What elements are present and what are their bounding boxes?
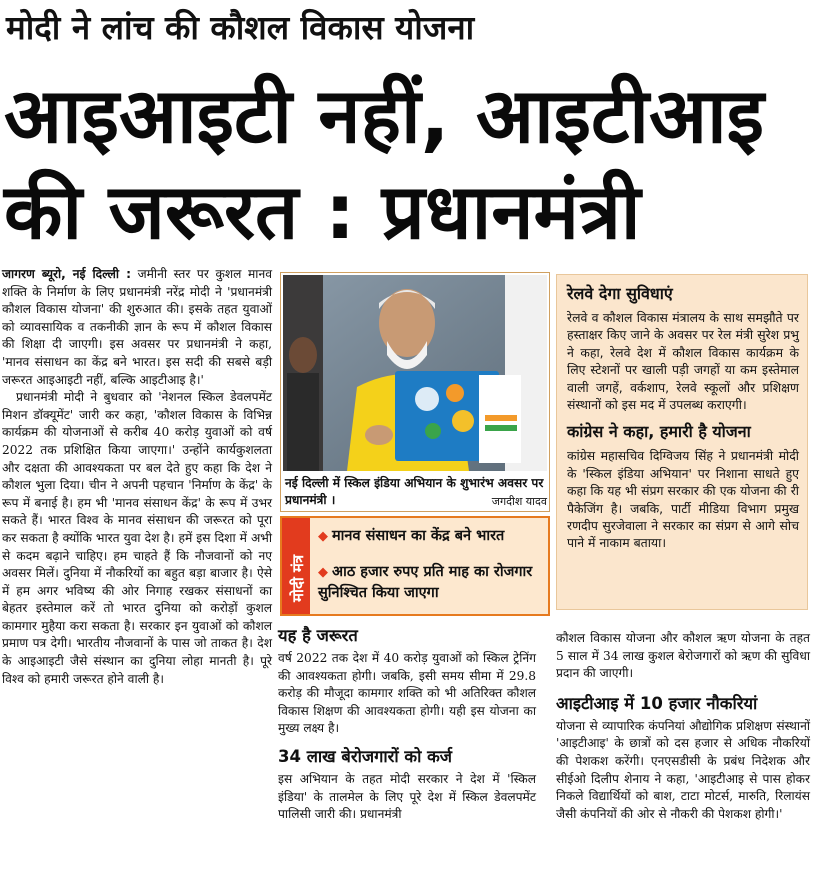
lead-text: जमीनी स्तर पर कुशल मानव शक्ति के निर्माण के लिए प्रधानमंत्री नरेंद्र मोदी ने 'प्रधानमंत्री कौशल विकास योजना' की शुरुआत की। इसके तहत युवाओं को व्यावसायिक व तकनीकी ज्ञान के रूप में कौशल विकास की शिक्षा दी जाएगी। इस अवसर पर प्रधानमंत्री ने कहा, 'मानव संसाधन का केंद्र बने भारत। इस सदी की सबसे बड़ी जरूरत आइआइटी नहीं, बल्कि आइटीआइ है।' [2, 267, 273, 387]
diamond-bullet-icon: ◆ [318, 529, 328, 544]
loan-heading: 34 लाख बेरोजगारों को कर्ज [278, 746, 453, 766]
loan-continued-paragraph: कौशल विकास योजना और कौशल ऋण योजना के तहत 5 साल में 34 लाख कुशल बेरोजगारों को ऋण की सुविधा प्रदान की जाएगी। [556, 631, 810, 681]
sidebar-box [556, 274, 808, 610]
mantra-item-text: मानव संसाधन का केंद्र बने भारत [332, 528, 505, 544]
loan-paragraph: इस अभियान के तहत मोदी सरकार ने देश में 'स्किल इंडिया' के तालमेल के लिए पूरे देश में स्किल डेवलपमेंट पालिसी जारी की। प्रधानमंत्री [278, 771, 536, 822]
need-paragraph: वर्ष 2022 तक देश में 40 करोड़ युवाओं को स्किल ट्रेनिंग की आवश्यकता होगी। जबकि, इसी समय सीमा में 29.8 करोड़ की मौजूदा कामगार शक्ति को भी अतिरिक्त कौशल विकास शिक्षण की आवश्यकता होगी। यही इस योजना का मुख्य लक्ष्य है। [278, 651, 536, 736]
main-headline-line-1: आइआइटी नहीं, आइटीआइ [4, 71, 764, 160]
photo-caption [285, 475, 547, 510]
kicker-headline: मोदी ने लांच की कौशल विकास योजना [6, 8, 475, 47]
iti-jobs-paragraph: योजना से व्यापारिक कंपनियां औद्योगिक प्रशिक्षण संस्थानों 'आइटीआइ' के छात्रों को दस हजार से अधिक नौकरियों की पेशकश करेंगी। एनएसडीसी के प्रबंध निदेशक और सीईओ दिलीप शेनाय ने कहा, 'आइटीआइ से पास होकर निकले विद्यार्थियों को बाश, टाटा मोटर्स, मारुति, रिलायंस जैसी कंपनियों की ओर से नौकरी की पेशकश होगी।' [556, 718, 810, 821]
photo-illustration [283, 275, 547, 471]
body-paragraph: प्रधानमंत्री मोदी ने बुधवार को 'नेशनल स्किल डेवलपमेंट मिशन डॉक्यूमेंट' जारी कर कहा, 'कौशल विकास के विभिन्न कार्यक्रम की योजनाओं से करीब 40 करोड़ युवाओं को वर्ष 2022 तक प्रशिक्षित किया जाएगा।' उन्होंने कार्यकुशलता और दक्षता की आवश्यकता पर बल देते हुए कहा कि देश ने कौशल भुला दिया। चीन ने अपनी पहचान 'निर्माण के केंद्र' के रूप में बनाई है। हम भी 'मानव संसाधन केंद्र' के रूप में उभर सकते हैं। भारत विश्व के मानव संसाधन की जरूरत को पूरा कर सकता है क्योंकि भारत युवा देश है। हमें इस दिशा में अभी से कदम बढ़ाने चाहिए। हम चाहते हैं कि नौजवानों को नए अवसर मिलें। दुनिया में नौकरियों का बहुत बड़ा बाजार है। ऐसे में हम अगर भविष्य की ओर निगाह रखकर संसाधनों का बेहतर इस्तेमाल करें तो भारत दुनिया को करोड़ों कुशल कामगार मुहैया करा सकता है। सरकार इन युवाओं को कौशल प्रमाण पत्र देगी। भारतीय नौजवानों के पास जो ताकत है। देश के आइआइटी जैसे संस्थान का दुनिया लोहा मानती है। पूरे विश्व को हमारी जरूरत होने वाली है। [2, 390, 272, 686]
main-headline-line-2: की जरूरत : प्रधानमंत्री [4, 167, 641, 256]
congress-text: कांग्रेस महासचिव दिग्विजय सिंह ने प्रधानमंत्री मोदी के 'स्किल इंडिया अभियान' पर निशाना साधते हुए कहा कि यह भी संप्रग सरकार की एक योजना की री पैकेजिंग है। जबकि, पार्टी मीडिया विभाग प्रमुख रणदीप सुरजेवाला ने सरकार का संप्रग से आगे सोच पाने में नाकाम बताया। [567, 448, 799, 551]
congress-heading: कांग्रेस ने कहा, हमारी है योजना [567, 422, 751, 442]
photo-frame [280, 272, 550, 512]
diamond-bullet-icon: ◆ [318, 565, 328, 580]
mantra-label: मोदी मंत्र [289, 554, 307, 602]
caption-text: नई दिल्ली में स्किल इंडिया अभियान के शुभारंभ अवसर पर प्रधानमंत्री । [285, 476, 544, 507]
dateline: जागरण ब्यूरो, नई दिल्ली : [2, 267, 131, 281]
lead-paragraph [2, 266, 272, 389]
story-column-2 [278, 625, 536, 824]
railway-text: रेलवे व कौशल विकास मंत्रालय के साथ समझौते पर हस्ताक्षर किए जाने के अवसर पर रेल मंत्री सुरेश प्रभु ने कहा, रेलवे देश में कौशल विकास कार्यक्रम के लिए स्टेशनों पर खाली पड़ी जगहों या कम इस्तेमाल वाली जगहें, वर्कशाप, रेलवे स्कूलों और प्रशिक्षण संस्थानों को इस मद में उपलब्ध कराएगी। [567, 310, 799, 413]
story-column-3 [556, 630, 810, 823]
iti-jobs-heading: आइटीआइ में 10 हजार नौकरियां [556, 693, 758, 713]
story-column-1 [2, 266, 272, 688]
mantra-label-strip [282, 518, 310, 614]
mantra-item [318, 562, 546, 603]
modi-mantra-box [280, 516, 550, 616]
need-heading: यह है जरूरत [278, 626, 358, 645]
pm-photo [283, 275, 547, 471]
photo-credit: जगदीश यादव [491, 495, 547, 508]
mantra-item-text: आठ हजार रुपए प्रति माह का रोजगार सुनिश्चित किया जाएगा [318, 564, 533, 601]
mantra-item [318, 526, 546, 547]
railway-heading: रेलवे देगा सुविधाएं [567, 284, 673, 303]
